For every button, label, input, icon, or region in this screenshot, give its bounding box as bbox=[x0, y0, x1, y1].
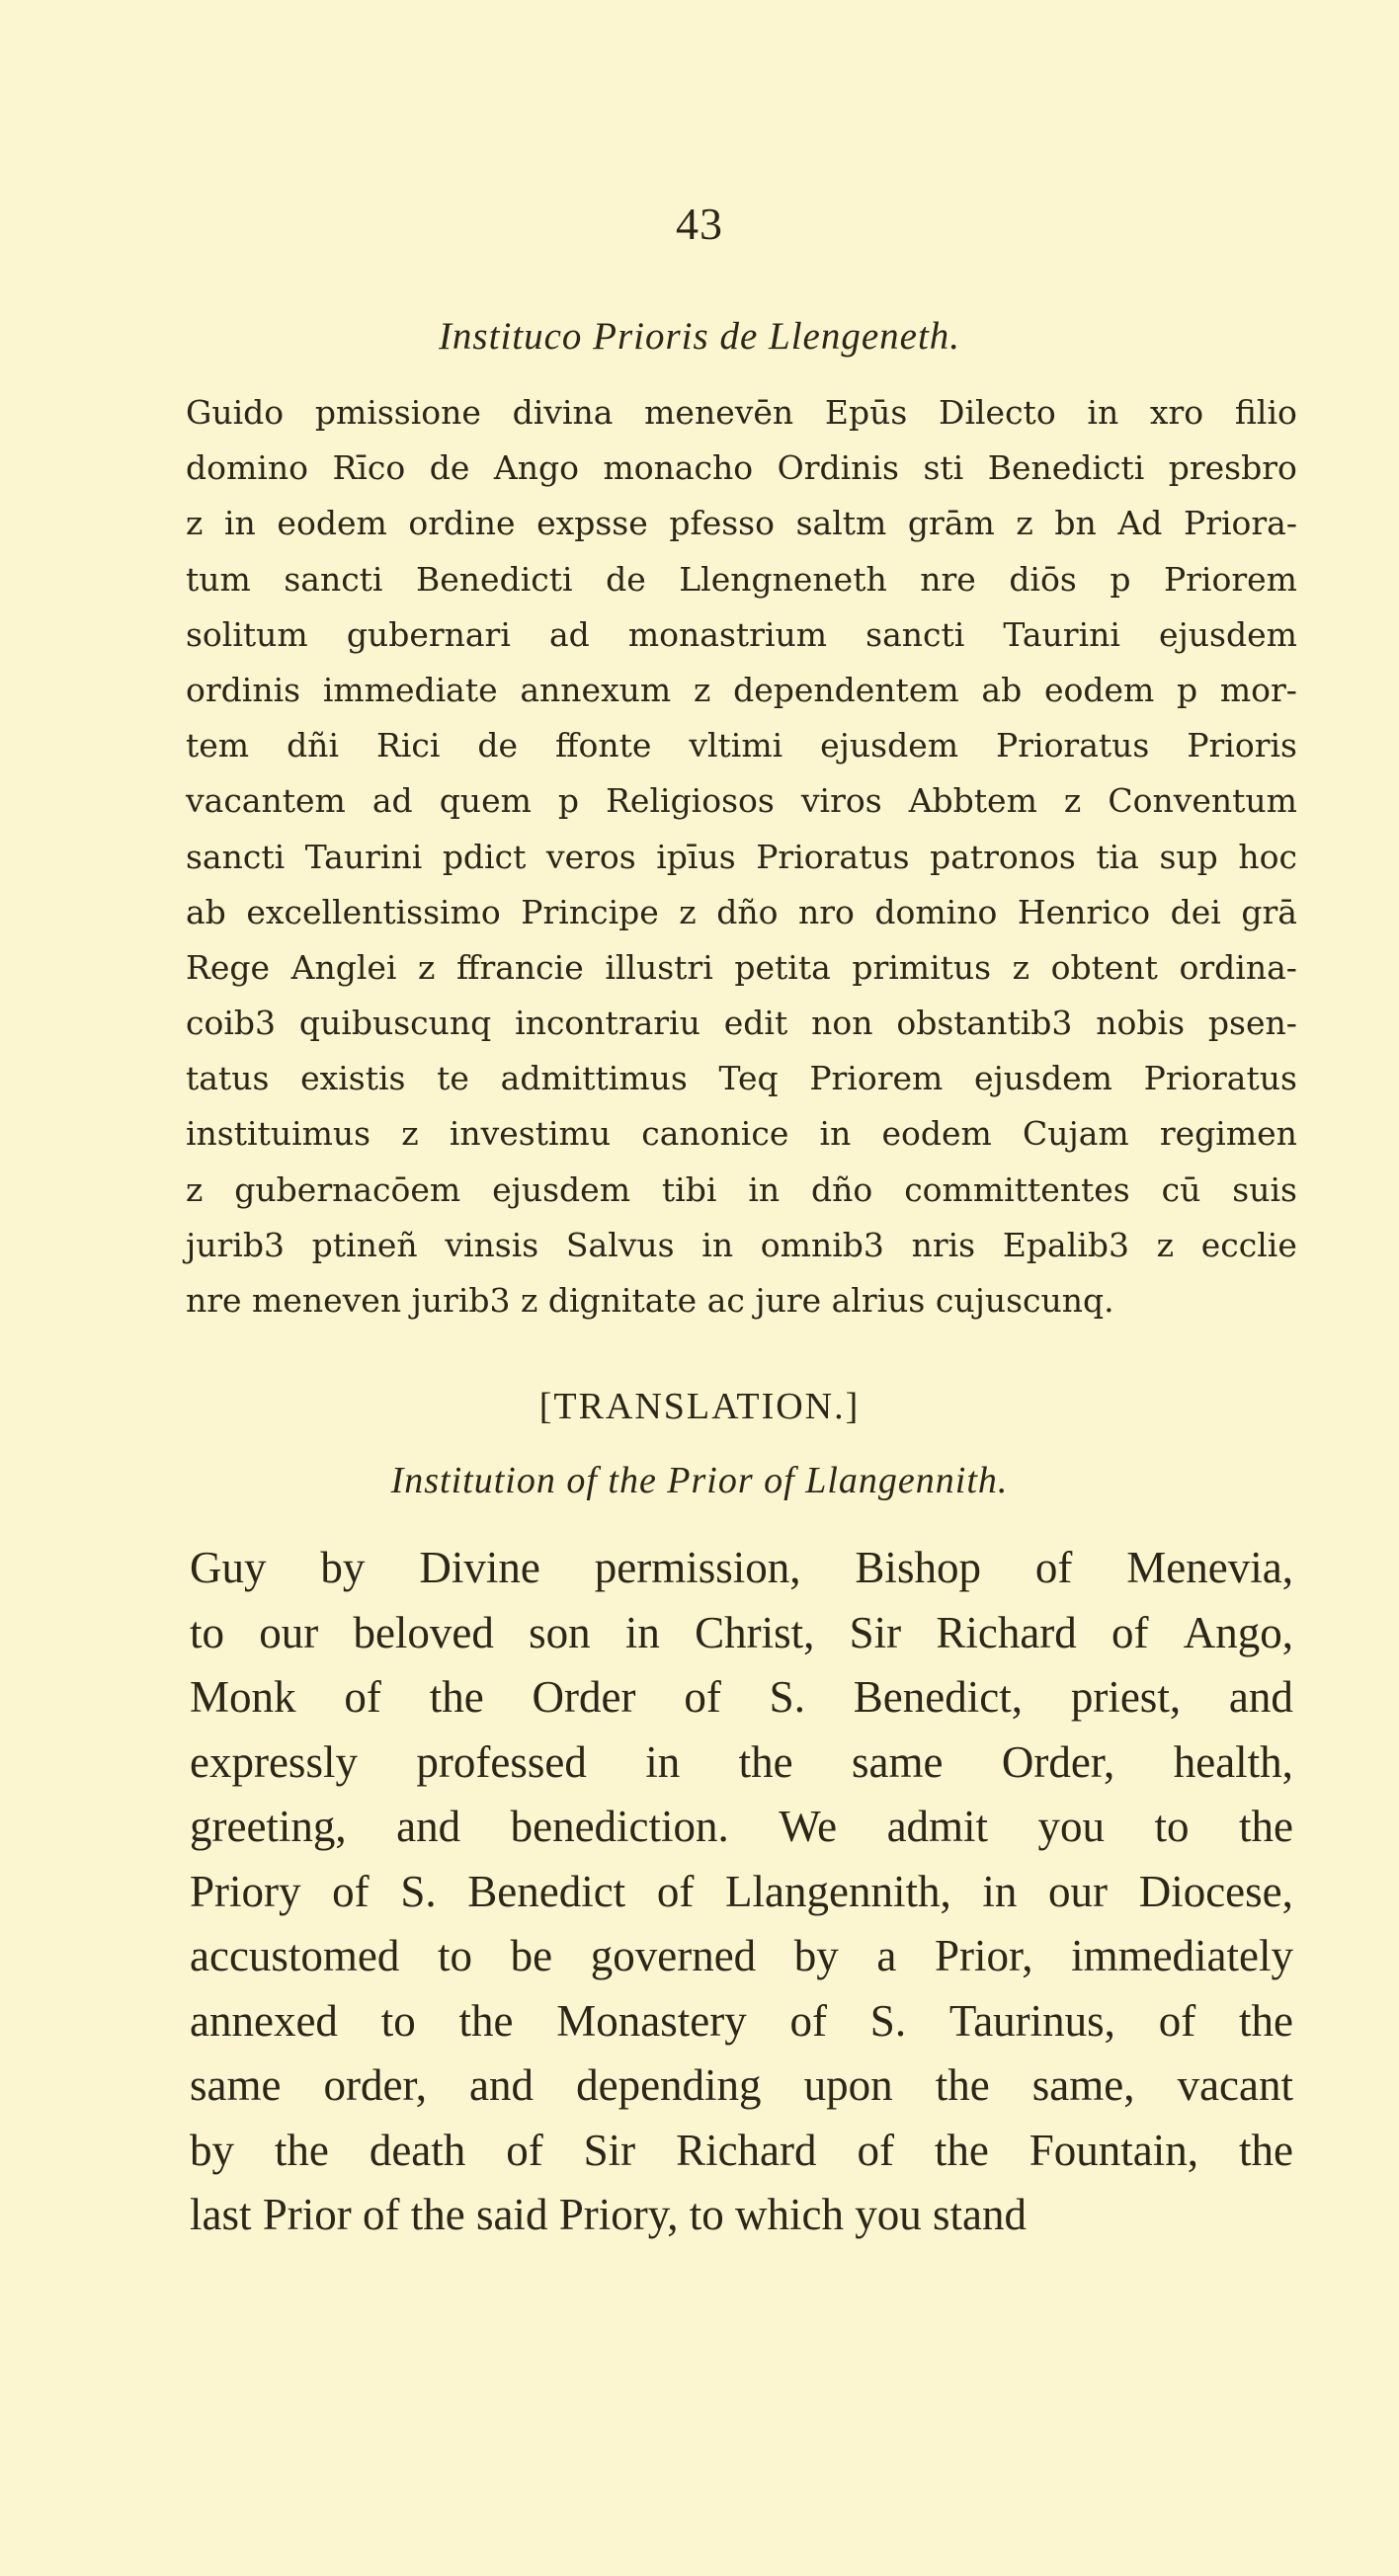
translation-heading: [TRANSLATION.] bbox=[538, 1386, 861, 1427]
text-line: ab excellentissimo Principe z dño nro domino Henrico dei grā bbox=[186, 892, 1297, 931]
text-line: instituimus z investimu canonice in eodem Cujam regimen bbox=[186, 1114, 1297, 1154]
text-line: Guy by Divine permission, Bishop of Menevia, bbox=[190, 1543, 1293, 1592]
text-line: z gubernacōem ejusdem tibi in dño committentes cū suis bbox=[186, 1169, 1297, 1209]
text-line: last Prior of the said Priory, to which you stand bbox=[190, 2190, 1027, 2239]
text-line: Guido pmissione divina menevēn Epūs Dilecto in xro filio bbox=[186, 393, 1297, 432]
text-line: tem dñi Rici de ffonte vltimi ejusdem Prioratus Prioris bbox=[186, 726, 1297, 765]
text-line: domino Rīco de Ango monacho Ordinis sti Benedicti presbro bbox=[186, 448, 1297, 488]
text-line: nre meneven jurib3 z dignitate ac jure alrius cujuscunq. bbox=[186, 1281, 1114, 1320]
text-line: vacantem ad quem p Religiosos viros Abbtem z Conventum bbox=[186, 781, 1297, 821]
latin-title: Instituco Prioris de Llengeneth. bbox=[438, 315, 961, 358]
page-number: 43 bbox=[676, 199, 723, 249]
text-line: Monk of the Order of S. Benedict, priest, and bbox=[190, 1672, 1293, 1722]
text-line: greeting, and benediction. We admit you to the bbox=[190, 1802, 1293, 1851]
text-line: Priory of S. Benedict of Llangennith, in our Diocese, bbox=[190, 1866, 1293, 1916]
text-line: annexed to the Monastery of S. Taurinus, of the bbox=[190, 1995, 1293, 2046]
english-title: Institution of the Prior of Llangennith. bbox=[390, 1460, 1009, 1501]
latin-text-block bbox=[186, 385, 1297, 1328]
text-line: sancti Taurini pdict veros ipīus Prioratus patronos tia sup hoc bbox=[186, 837, 1297, 876]
text-line: accustomed to be governed by a Prior, immediately bbox=[190, 1931, 1293, 1980]
text-line: ordinis immediate annexum z dependentem ab eodem p mor- bbox=[186, 670, 1297, 709]
text-line: Rege Anglei z ffrancie illustri petita primitus z obtent ordina- bbox=[186, 947, 1297, 987]
text-line: to our beloved son in Christ, Sir Richard of Ango, bbox=[190, 1607, 1293, 1657]
text-line: tum sancti Benedicti de Llengneneth nre diōs p Priorem bbox=[186, 559, 1297, 599]
text-line: tatus existis te admittimus Teq Priorem ejusdem Prioratus bbox=[186, 1059, 1297, 1098]
text-line: by the death of Sir Richard of the Fountain, the bbox=[190, 2125, 1293, 2175]
text-line: same order, and depending upon the same, vacant bbox=[190, 2060, 1293, 2110]
text-line: jurib3 ptineñ vinsis Salvus in omnib3 nris Epalib3 z ecclie bbox=[186, 1225, 1297, 1264]
english-text-block bbox=[190, 1536, 1293, 2248]
text-line: solitum gubernari ad monastrium sancti Taurini ejusdem bbox=[186, 614, 1297, 654]
text-line: coib3 quibuscunq incontrariu edit non obstantib3 nobis psen- bbox=[186, 1004, 1297, 1043]
text-line: expressly professed in the same Order, health, bbox=[190, 1736, 1293, 1787]
text-line: z in eodem ordine expsse pfesso saltm grām z bn Ad Priora- bbox=[186, 504, 1297, 543]
